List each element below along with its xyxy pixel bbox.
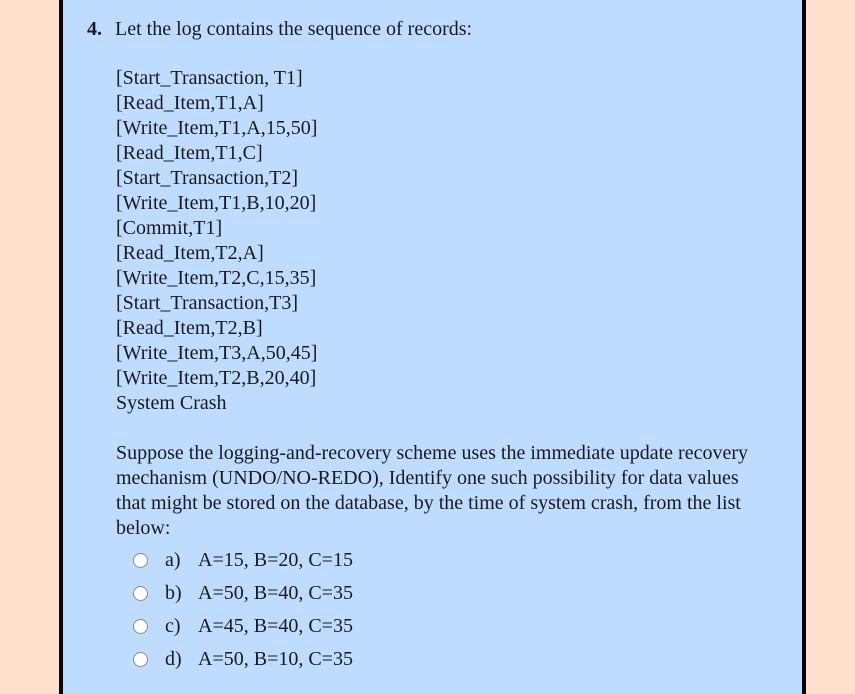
question-number: 4.: [87, 18, 102, 40]
option-a[interactable]: [133, 544, 782, 577]
question-body: [116, 66, 782, 676]
question-prompt: Suppose the logging-and-recovery scheme uses the immediate update recovery mechanism (UNDO/NO-REDO), Identify one such possibility for data values that might be stored on the database, by the time of system crash, from the list below:: [116, 442, 749, 539]
system-crash-record: System Crash: [116, 392, 227, 414]
log-record: [Write_Item,T1,A,15,50]: [116, 117, 318, 139]
option-b-radio[interactable]: [133, 586, 148, 601]
log-record: [Read_Item,T1,C]: [116, 142, 263, 164]
option-c-radio[interactable]: [133, 619, 148, 634]
question-panel: [59, 0, 806, 694]
question-4: [87, 17, 782, 676]
log-record: [Write_Item,T2,C,15,35]: [116, 267, 317, 289]
log-record: [Read_Item,T2,B]: [116, 317, 263, 339]
option-text: A=50, B=10, C=35: [198, 648, 353, 670]
log-record: [Read_Item,T1,A]: [116, 92, 264, 114]
option-a-radio[interactable]: [133, 553, 148, 568]
question-stem: Let the log contains the sequence of records:: [115, 18, 473, 40]
option-letter: c): [165, 615, 181, 637]
option-d-radio[interactable]: [133, 652, 148, 667]
log-record: [Write_Item,T1,B,10,20]: [116, 192, 317, 214]
log-records: [116, 66, 782, 416]
log-record: [Write_Item,T3,A,50,45]: [116, 342, 318, 364]
option-b[interactable]: [133, 577, 782, 610]
option-d[interactable]: [133, 643, 782, 676]
option-letter: a): [165, 549, 181, 571]
option-text: A=50, B=40, C=35: [198, 582, 353, 604]
option-letter: b): [165, 582, 182, 604]
log-record: [Write_Item,T2,B,20,40]: [116, 367, 317, 389]
question-header: [87, 17, 782, 41]
option-text: A=45, B=40, C=35: [198, 615, 353, 637]
option-text: A=15, B=20, C=15: [198, 549, 353, 571]
answer-options: [116, 544, 782, 676]
log-record: [Commit,T1]: [116, 217, 223, 239]
log-record: [Start_Transaction,T2]: [116, 167, 299, 189]
option-letter: d): [165, 648, 182, 670]
log-record: [Read_Item,T2,A]: [116, 242, 264, 264]
log-record: [Start_Transaction, T1]: [116, 67, 303, 89]
option-c[interactable]: [133, 610, 782, 643]
log-record: [Start_Transaction,T3]: [116, 292, 299, 314]
